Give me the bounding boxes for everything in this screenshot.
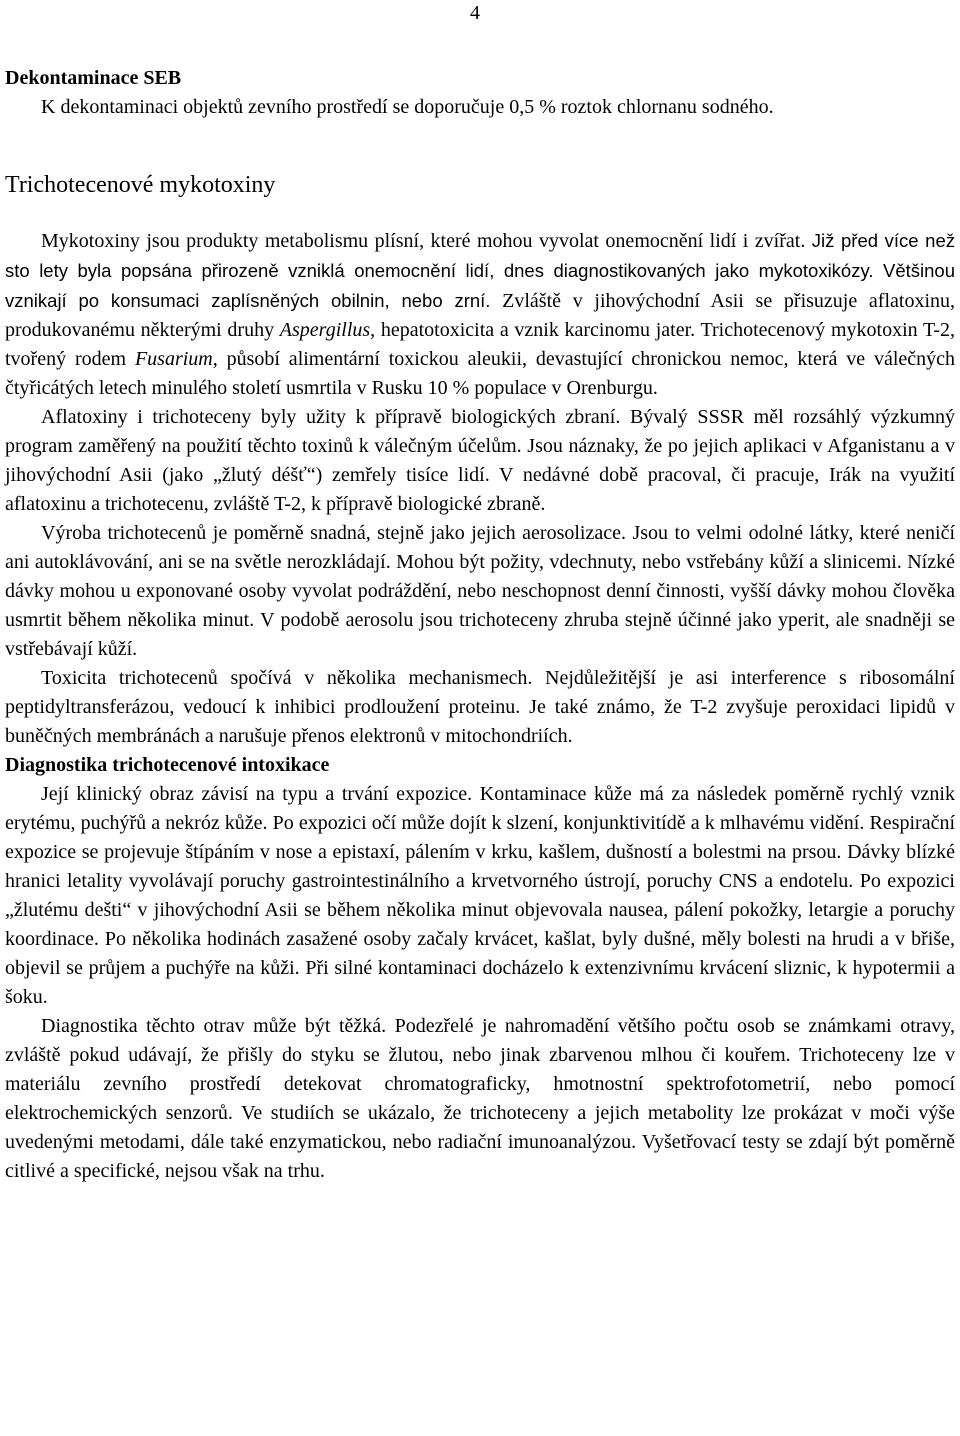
italic-genus-fusarium: Fusarium,: [134, 348, 218, 370]
text-span: Mykotoxiny jsou produkty metabolismu plísní, které mohou vyvolat onemocnění lidí i zvířat.: [41, 230, 806, 252]
text-span-sans: Již před více než sto lety byla popsána přirozeně vzniklá onemocnění lidí, dnes diagnostikovaných jako mykotoxikózy. Většinou vznikají po konsumaci zaplísněných obilnin, nebo zrní.: [5, 230, 955, 311]
text-span: , hepatotoxicita a vznik karcinomu jater. Trichotecenový mykotoxin T-2, tvořený rodem: [5, 319, 955, 370]
document-body: [5, 64, 955, 1186]
text-span: Zvláště v jihovýchodní Asii se přisuzuje aflatoxinu, produkovanému některými druhy: [5, 290, 955, 341]
text-span: působí alimentární toxickou aleukii, devastující chronickou nemoc, která ve válečných čtyřicátých letech minulého století usmrtila v Rusku 10 % populace v Orenburgu.: [5, 348, 956, 399]
paragraph-mykotoxiny-4: Toxicita trichotecenů spočívá v několika mechanismech. Nejdůležitější je asi interference s ribosomální peptidyltransferázou, vedoucí k inhibici prodloužení proteinu. Je také známo, že T-2 zvyšuje peroxidaci lipidů v buněčných membránách a narušuje přenos elektronů v mitochondriích.: [5, 667, 955, 747]
paragraph-mykotoxiny-1: [5, 226, 955, 403]
paragraph-mykotoxiny-2: Aflatoxiny i trichoteceny byly užity k přípravě biologických zbraní. Bývalý SSSR měl rozsáhlý výzkumný program zaměřený na použití těchto toxinů k válečným účelům. Jsou náznaky, že po jejich aplikaci v Afganistanu a v jihovýchodní Asii (jako „žlutý déšť“) zemřely tisíce lidí. V nedávné době pracoval, či pracuje, Irák na využití aflatoxinu a trichotecenu, zvláště T-2, k přípravě biologické zbraně.: [5, 406, 955, 515]
italic-genus-aspergillus: Aspergillus: [279, 319, 371, 341]
paragraph-seb: K dekontaminaci objektů zevního prostředí se doporučuje 0,5 % roztok chlornanu sodného.: [41, 96, 774, 118]
paragraph-mykotoxiny-3: Výroba trichotecenů je poměrně snadná, stejně jako jejich aerosolizace. Jsou to velmi odolné látky, které neničí ani autoklávování, ani se na světle nerozkládají. Mohou být požity, vdechnuty, nebo vstřebány kůží a slinicemi. Nízké dávky mohou u exponované osoby vyvolat podráždění, nebo neschopnost denní činnosti, vyšší dávky mohou člověka usmrtit během několika minut. V podobě aerosolu jsou trichoteceny zhruba stejně účinné jako yperit, ale snadněji se vstřebávají kůží.: [5, 522, 955, 660]
page-number: 4: [470, 2, 480, 24]
paragraph-diagnostika-1: Její klinický obraz závisí na typu a trvání expozice. Kontaminace kůže má za následek poměrně rychlý vznik erytému, puchýřů a nekróz kůže. Po expozici očí může dojít k slzení, konjunktivitídě a k mlhavému vidění. Respirační expozice se projevuje štípáním v nose a epistaxí, pálením v krku, kašlem, dušností a bolestmi na prsou. Dávky blízké hranici letality vyvolávají poruchy gastrointestinálního a krvetvorného ústrojí, poruchy CNS a endotelu. Po expozici „žlutému dešti“ v jihovýchodní Asii se během několika minut objevovala nausea, pálení pokožky, letargie a poruchy koordinace. Po několika hodinách zasažené osoby začaly krvácet, kašlat, byly dušné, měly bolesti na hrudi a v břiše, objevil se průjem a puchýře na kůži. Při silné kontaminaci docházelo k extenzivnímu krvácení sliznic, k hypotermii a šoku.: [5, 783, 955, 1008]
heading-trichotecenove-mykotoxiny: Trichotecenové mykotoxiny: [5, 172, 276, 198]
heading-diagnostika: Diagnostika trichotecenové intoxikace: [5, 754, 330, 776]
heading-dekontaminace-seb: Dekontaminace SEB: [5, 67, 182, 89]
paragraph-diagnostika-2: Diagnostika těchto otrav může být těžká. Podezřelé je nahromadění většího počtu osob se známkami otravy, zvláště pokud udávají, že přišly do styku se žlutou, nebo jinak zbarvenou mlhou či kouřem. Trichoteceny lze v materiálu zevního prostředí detekovat chromatograficky, hmotnostní spektrofotometrií, nebo pomocí elektrochemických senzorů. Ve studiích se ukázalo, že trichoteceny a jejich metabolity lze prokázat v moči výše uvedenými metodami, dále také enzymatickou, nebo radiační imunoanalýzou. Vyšetřovací testy se zdají být poměrně citlivé a specifické, nejsou však na trhu.: [5, 1015, 955, 1182]
